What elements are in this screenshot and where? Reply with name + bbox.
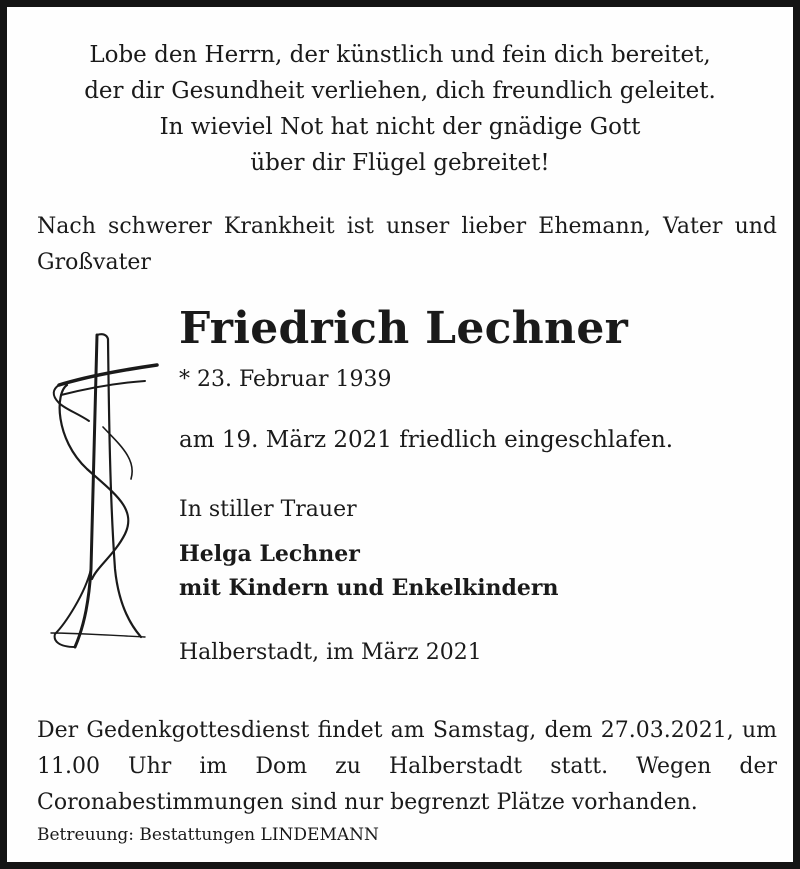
- psalm-verse: [37, 37, 763, 181]
- psalm-line-3: In wieviel Not hat nicht der gnädige Gott: [159, 114, 641, 140]
- birth-date: * 23. Februar 1939: [179, 367, 392, 392]
- psalm-line-4: über dir Flügel gebreitet!: [250, 150, 550, 176]
- psalm-line-1: Lobe den Herrn, der künstlich und fein dich bereitet,: [89, 42, 711, 68]
- memorial-service-text: Der Gedenkgottesdienst findet am Samstag, dem 27.03.2021, um 11.00 Uhr im Dom zu Halberstadt statt. Wegen der Coronabestimmungen sind nur begrenzt Plätze vorhanden.: [37, 718, 777, 815]
- deceased-name: Friedrich Lechner: [179, 303, 629, 354]
- mourner-family: mit Kindern und Enkelkindern: [179, 575, 559, 601]
- mourners: [179, 537, 559, 605]
- mourning-phrase: In stiller Trauer: [179, 497, 357, 522]
- intro-text: Nach schwerer Krankheit ist unser lieber Ehemann, Vater und Großvater: [37, 214, 777, 275]
- death-notice: am 19. März 2021 friedlich eingeschlafen.: [179, 427, 674, 453]
- undertaker-credit: Betreuung: Bestattungen LINDEMANN: [37, 825, 379, 845]
- cross-symbol-icon: [45, 329, 165, 659]
- psalm-line-2: der dir Gesundheit verliehen, dich freundlich geleitet.: [84, 78, 716, 104]
- place-date: Halberstadt, im März 2021: [179, 640, 482, 665]
- mourner-name: Helga Lechner: [179, 541, 360, 567]
